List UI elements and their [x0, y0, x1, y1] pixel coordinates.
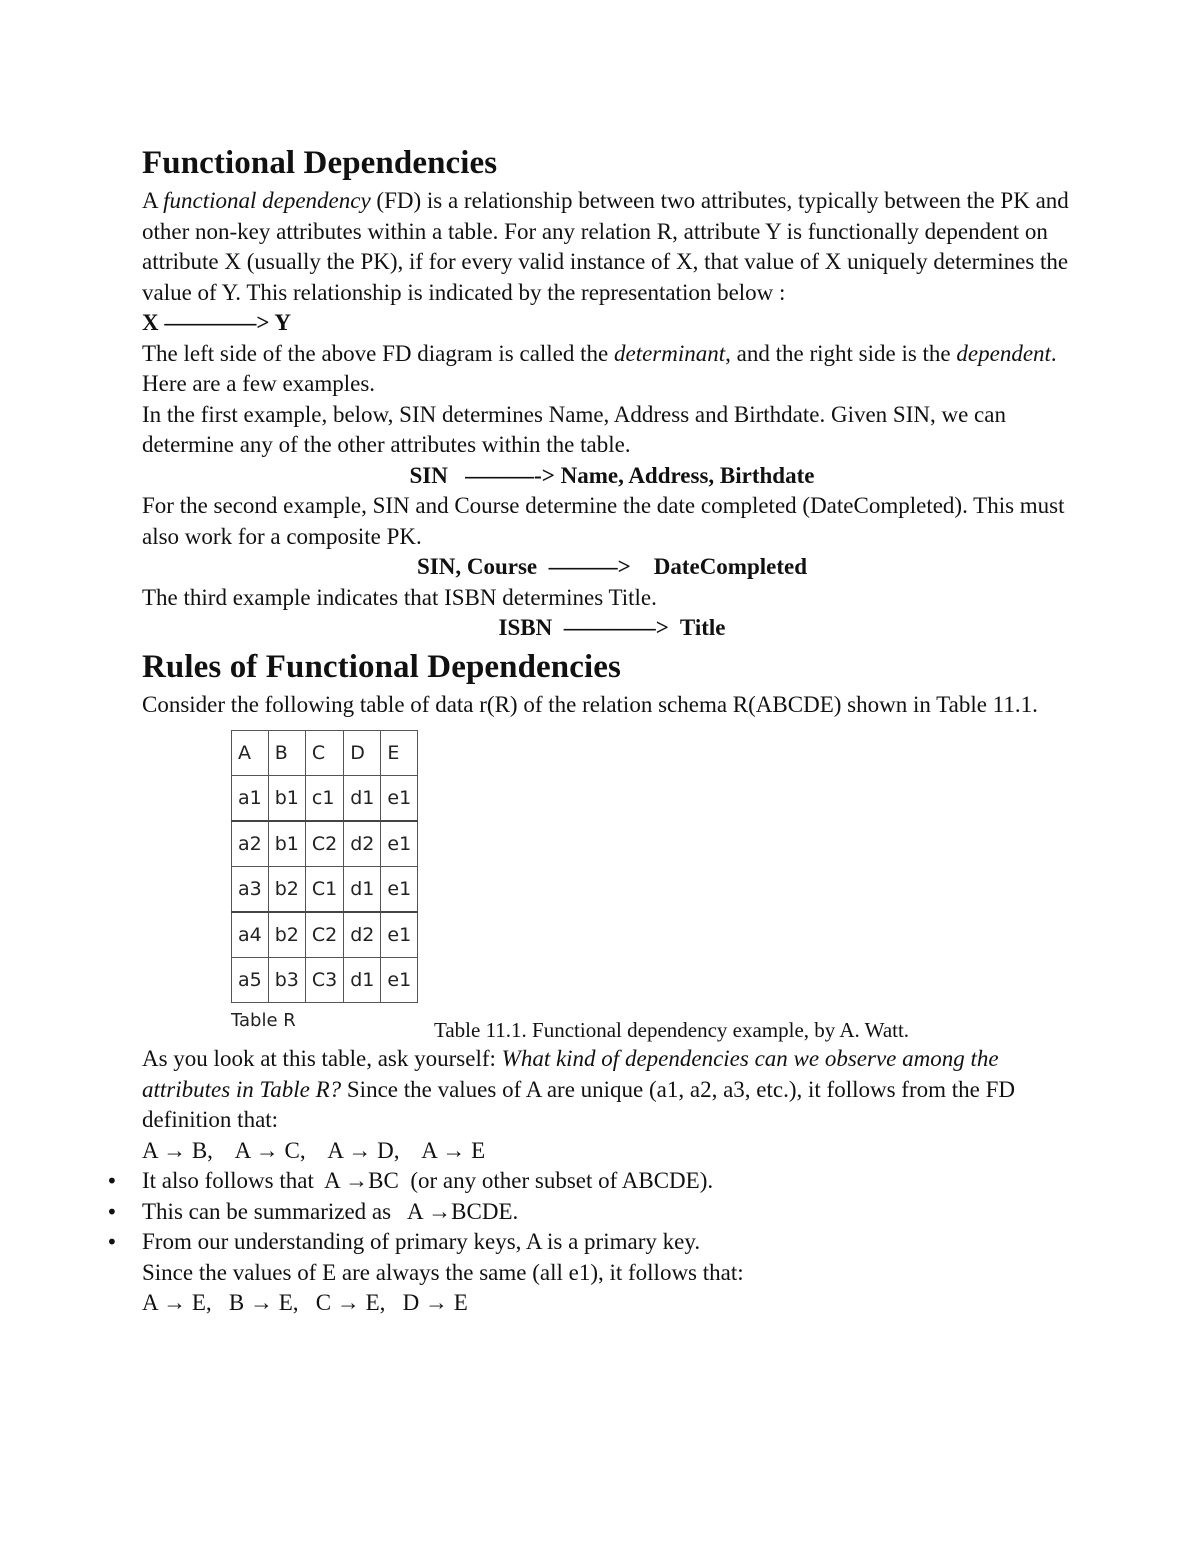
- list-item: • This can be summarized as A →BCDE.: [142, 1197, 1082, 1228]
- fd-definition-paragraph: [142, 186, 1082, 308]
- e-values-text: Since the values of E are always the same (all e1), it follows that:: [142, 1259, 744, 1285]
- text-run: A: [142, 188, 164, 213]
- ask-paragraph: [142, 1044, 1082, 1136]
- table-r: [231, 730, 418, 1003]
- section-title-rules: Rules of Functional Dependencies: [142, 648, 621, 685]
- section-title-functional-dependencies: Functional Dependencies: [142, 145, 498, 181]
- text-run: , and the right side is the: [725, 340, 957, 366]
- table-cell: C2: [305, 821, 343, 867]
- determinant-paragraph: [142, 339, 1082, 400]
- table-cell: e1: [381, 821, 418, 867]
- text-run: Since the values of A are unique (a1, a2, a3, etc.), it follows from the FD definition that:: [142, 1076, 1015, 1132]
- table-label: Table R: [231, 1010, 296, 1031]
- table-cell: d2: [344, 821, 381, 867]
- table-cell: e1: [381, 867, 418, 913]
- table-header-row: [232, 731, 418, 776]
- table-cell: a5: [232, 958, 269, 1003]
- table-cell: a3: [232, 867, 269, 913]
- bullet-list: [142, 1166, 1082, 1258]
- table-cell: C2: [305, 912, 343, 958]
- table-cell: d1: [344, 867, 381, 913]
- table-cell: d2: [344, 912, 381, 958]
- table-header-cell: D: [344, 731, 381, 776]
- text-run: . Here are a few examples.: [142, 340, 1057, 396]
- table-cell: e1: [381, 958, 418, 1003]
- example3-text: The third example indicates that ISBN determines Title.: [142, 584, 657, 610]
- table-cell: d1: [344, 958, 381, 1003]
- table-figure: [142, 720, 1082, 1044]
- document-page: [142, 140, 1082, 1319]
- table-cell: b2: [268, 867, 305, 913]
- table-header-cell: E: [381, 731, 418, 776]
- table-cell: a2: [232, 821, 269, 867]
- table-cell: c1: [305, 776, 343, 822]
- table-cell: b3: [268, 958, 305, 1003]
- text-run: is called the: [498, 340, 614, 366]
- text-run: As you look at this table, ask yourself:: [142, 1046, 502, 1071]
- table-cell: b2: [268, 912, 305, 958]
- fd-notation: X ————> Y: [142, 310, 291, 335]
- table-cell: e1: [381, 776, 418, 822]
- table-cell: C3: [305, 958, 343, 1003]
- table-cell: a4: [232, 912, 269, 958]
- list-item: • From our understanding of primary keys, A is a primary key.: [142, 1227, 1082, 1258]
- example1-fd: SIN ———-> Name, Address, Birthdate: [409, 462, 815, 488]
- term-dependent: dependent: [956, 340, 1051, 366]
- question-text: What kind of dependencies can we observe among the attributes in Table R?: [142, 1046, 999, 1102]
- text-run: This relationship is indicated by the representation below :: [246, 279, 786, 305]
- example2-text: For the second example, SIN and Course determine the date completed (DateCompleted). This must also work for a composite PK.: [142, 493, 1065, 549]
- example2-fd: SIN, Course ———> DateCompleted: [416, 554, 808, 579]
- text-run: (FD) is a relationship between two attributes, typically between the PK and other non-key attributes within a table. For any relation R, attribute Y is functionally dependent on attribute X (usually the PK), if for every valid instance of X, that value of X uniquely determines the value of Y.: [142, 188, 1069, 305]
- table-cell: a1: [232, 776, 269, 822]
- table-cell: b1: [268, 776, 305, 822]
- table-row: [232, 776, 418, 822]
- fd-line-a: A → B, A → C, A → D, A → E: [142, 1137, 486, 1163]
- example1-text: In the first example, below, SIN determines Name, Address and Birthdate. Given SIN, we can determine any of the other attributes within the table.: [142, 401, 1006, 457]
- table-header-cell: A: [232, 731, 269, 776]
- table-cell: b1: [268, 821, 305, 867]
- table-row: [232, 912, 418, 958]
- table-cell: C1: [305, 867, 343, 913]
- text-run: The left side of the above FD diagram: [142, 340, 499, 366]
- term-determinant: determinant: [614, 340, 726, 366]
- table-row: [232, 867, 418, 913]
- rules-intro: Consider the following table of data r(R) of the relation schema R(ABCDE) shown in Table 11.1.: [142, 691, 1038, 717]
- table-cell: e1: [381, 912, 418, 958]
- list-item: • It also follows that A →BC (or any other subset of ABCDE).: [142, 1166, 1082, 1197]
- table-caption: Table 11.1. Functional dependency example, by A. Watt.: [434, 1018, 910, 1042]
- fd-line-e: A → E, B → E, C → E, D → E: [142, 1290, 468, 1315]
- table-header-cell: B: [268, 731, 305, 776]
- example3-fd: ISBN ————> Title: [498, 615, 726, 640]
- table-cell: d1: [344, 776, 381, 822]
- table-row: [232, 821, 418, 867]
- term-functional-dependency: functional dependency: [163, 188, 371, 213]
- table-header-cell: C: [305, 731, 343, 776]
- table-row: [232, 958, 418, 1003]
